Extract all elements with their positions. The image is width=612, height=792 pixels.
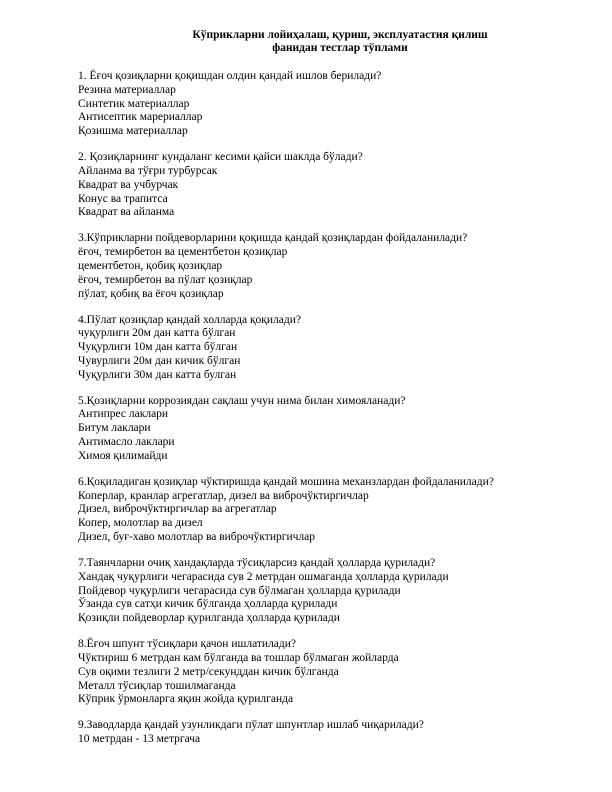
answer-option: Сув оқими тезлиги 2 метр/секунддан кичик бўлганда — [78, 665, 339, 678]
answer-option: Коперлар, кранлар агрегатлар, дизел ва виброчўктиргичлар — [78, 489, 369, 502]
answer-option: Битум лаклари — [78, 422, 151, 435]
answer-option: Конус ва трапитса — [78, 192, 168, 205]
answer-option: Айланма ва тўғри турбурсак — [78, 164, 218, 177]
document-title-line-1: Кўприкларни лойиҳалаш, қуриш, эксплуатастия қилиш — [192, 29, 488, 41]
answer-option: Пойдевор чуқурлиги чегарасида сув бўлмаган ҳолларда қурилади — [78, 584, 401, 597]
answer-option: Чуқурлиги 10м дан катта бўлган — [78, 341, 238, 354]
question-text: 3.Кўприкларни пойдеворларини қоқишда қандай қозиқлардан фойдаланилади? — [78, 232, 468, 245]
answer-option: ёғоч, темирбетон ва пўлат қозиқлар — [78, 273, 253, 286]
answer-option: чуқурлиги 20м дан катта бўлган — [78, 327, 236, 340]
answer-option: Квадрат ва учбурчак — [78, 178, 179, 191]
question-text: 5.Қозиқларни коррозиядан сақлаш учун нима билан химояланади? — [78, 394, 406, 407]
answer-option: Резина материаллар — [78, 83, 176, 96]
answer-option: ёғоч, темирбетон ва цементбетон қозиқлар — [78, 246, 288, 259]
answer-option: Қозиқли пойдеворлар қурилганда ҳолларда қурилади — [78, 612, 340, 625]
question-text: 7.Таянчларни очиқ хандақларда тўсиқларсиз қандай ҳолларда қурилади? — [78, 557, 436, 570]
answer-option: Ўзанда сув сатҳи кичик бўлганда ҳолларда қурилади — [78, 598, 338, 611]
answer-option: Антисептик марериаллар — [78, 111, 203, 124]
answer-option: Копер, молотлар ва дизел — [78, 517, 203, 530]
answer-option: Металл тўсиқлар тошилмаганда — [78, 679, 236, 692]
document-title-line-2: фанидан тестлар тўплами — [272, 42, 408, 54]
answer-option: Дизел, виброчўктиргичлар ва агрегатлар — [78, 503, 277, 516]
answer-option: Чувурлиги 20м дан кичик бўлган — [78, 354, 241, 367]
answer-option: Квадрат ва айланма — [78, 206, 175, 219]
answer-option: Антипрес лаклари — [78, 408, 169, 421]
question-list — [78, 70, 598, 759]
question-9 — [78, 719, 598, 747]
answer-option: Чўктириш 6 метрдан кам бўлганда ва тошлар бўлмаган жойларда — [78, 652, 399, 664]
question-3 — [78, 232, 598, 301]
answer-option: цементбетон, қобиқ қозиқлар — [78, 259, 223, 272]
answer-option: Дизел, буғ-хаво молотлар ва виброчўктиргичлар — [78, 531, 315, 544]
question-8 — [78, 638, 598, 707]
question-4 — [78, 314, 598, 383]
answer-option: Кўприк ўрмонларга яқин жойда қурилганда — [78, 693, 294, 706]
question-text: 2. Қозиқларнинг кундаланг кесими қайси шаклда бўлади? — [78, 151, 363, 164]
question-text: 9.Заводларда қандай узунликдаги пўлат шпунтлар ишлаб чиқарилади? — [78, 719, 424, 732]
answer-option: Химоя қилимайди — [78, 449, 168, 462]
question-text: 4.Пўлат қозиқлар қандай холларда қоқилади? — [78, 313, 301, 326]
question-2 — [78, 151, 598, 220]
question-6 — [78, 476, 598, 545]
answer-option: пўлат, қобиқ ва ёғоч қозиқлар — [78, 287, 224, 300]
question-text: 6.Қоқиладиган қозиқлар чўктиришда қандай мошина механзлардан фойдаланилади? — [78, 475, 494, 488]
answer-option: Антимасло лаклари — [78, 436, 175, 449]
answer-option: Хандақ чуқурлиги чегарасида сув 2 метрдан ошмаганда ҳолларда қурилади — [78, 570, 449, 583]
question-7 — [78, 557, 598, 626]
answer-option: Синтетик материаллар — [78, 97, 190, 110]
question-5 — [78, 395, 598, 464]
answer-option: Чуқурлиги 30м дан катта булган — [78, 368, 237, 381]
answer-option: 10 метрдан - 13 метргача — [78, 733, 201, 746]
question-text: 8.Ёғоч шпунт тўсиқлари қачон ишлатилади? — [78, 638, 297, 651]
answer-option: Қозишма материаллар — [78, 125, 188, 138]
question-text: 1. Ёғоч қозиқларни қоқишдан олдин қандай ишлов берилади? — [78, 70, 382, 82]
question-1 — [78, 70, 598, 139]
